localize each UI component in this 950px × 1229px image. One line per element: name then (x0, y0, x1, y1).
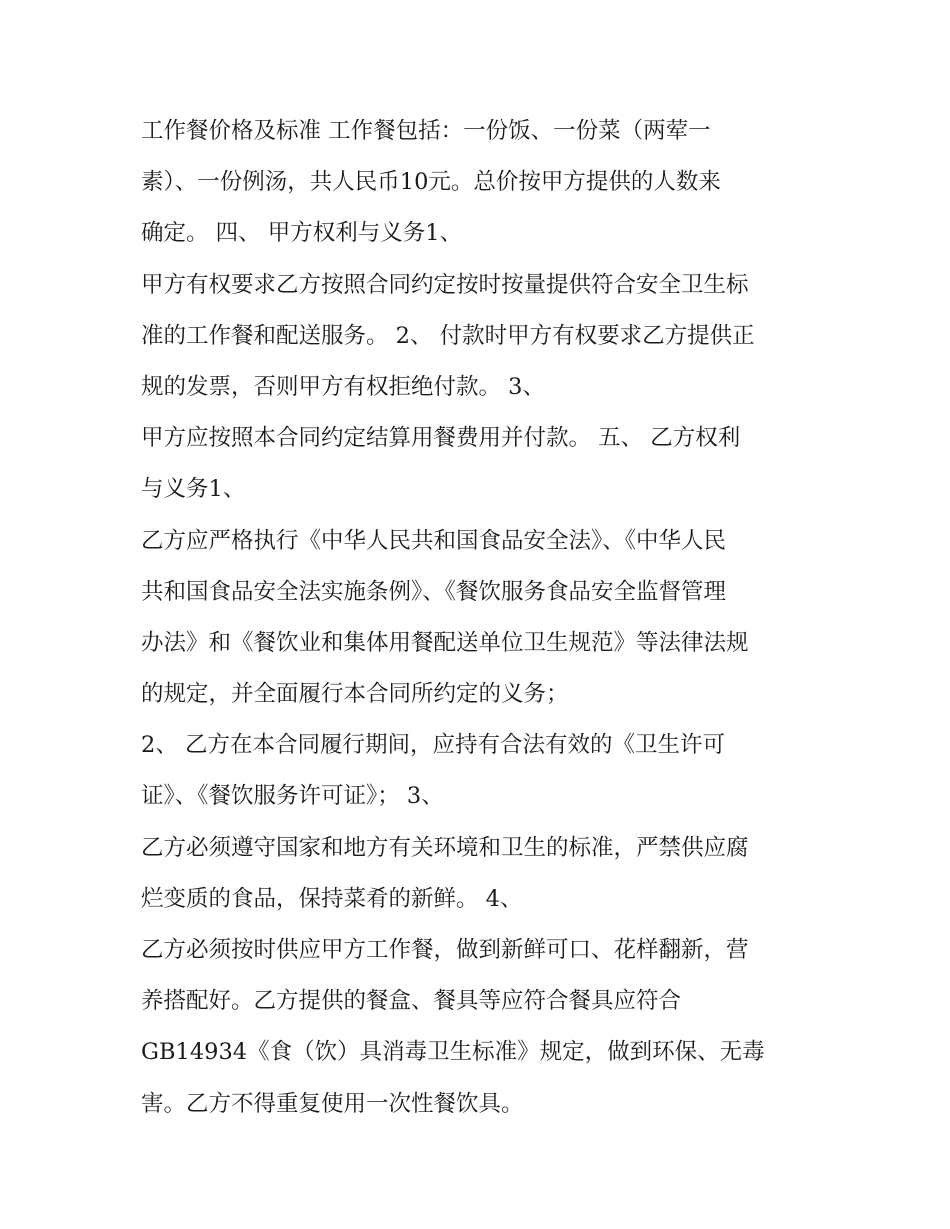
text-line: 乙方必须按时供应甲方工作餐，做到新鲜可口、花样翻新，营 (141, 937, 749, 963)
text-line: 共和国食品安全法实施条例》、《餐饮服务食品安全监督管理 (141, 578, 727, 605)
text-line: 素）、一份例汤，共人民币10元。总价按甲方提供的人数来 (141, 169, 721, 196)
text-line: GB14934《食（饮）具消毒卫生标准》规定，做到环保、无毒 (141, 1039, 765, 1066)
text-line: 乙方应严格执行《中华人民共和国食品安全法》、《中华人民 (141, 527, 727, 554)
text-line: 确定。 四、 甲方权利与义务1、 (141, 220, 463, 247)
text-line: 养搭配好。乙方提供的餐盒、餐具等应符合餐具应符合 (141, 988, 682, 1015)
text-line: 乙方必须遵守国家和地方有关环境和卫生的标准，严禁供应腐 (141, 834, 749, 861)
contract-body-text (141, 106, 841, 1130)
text-line: 害。乙方不得重复使用一次性餐饮具。 (141, 1090, 524, 1117)
text-line: 与义务1、 (141, 476, 246, 503)
text-line: 2、 乙方在本合同履行期间，应持有合法有效的《卫生许可 (141, 732, 725, 759)
text-line: 准的工作餐和配送服务。 2、 付款时甲方有权要求乙方提供正 (141, 322, 755, 349)
text-line: 办法》和《餐饮业和集体用餐配送单位卫生规范》等法律法规 (141, 629, 749, 656)
text-line: 甲方应按照本合同约定结算用餐费用并付款。 五、 乙方权利 (141, 425, 741, 452)
text-line: 的规定，并全面履行本合同所约定的义务； (141, 681, 569, 708)
text-line: 规的发票，否则甲方有权拒绝付款。 3、 (141, 373, 545, 400)
text-line: 甲方有权要求乙方按照合同约定按时按量提供符合安全卫生标 (141, 271, 749, 298)
text-line: 工作餐价格及标准 工作餐包括：一份饭、一份菜（两荤一 (141, 118, 711, 144)
text-line: 烂变质的食品，保持菜肴的新鲜。 4、 (141, 885, 523, 912)
text-line: 证》、《餐饮服务许可证》； 3、 (141, 783, 444, 810)
